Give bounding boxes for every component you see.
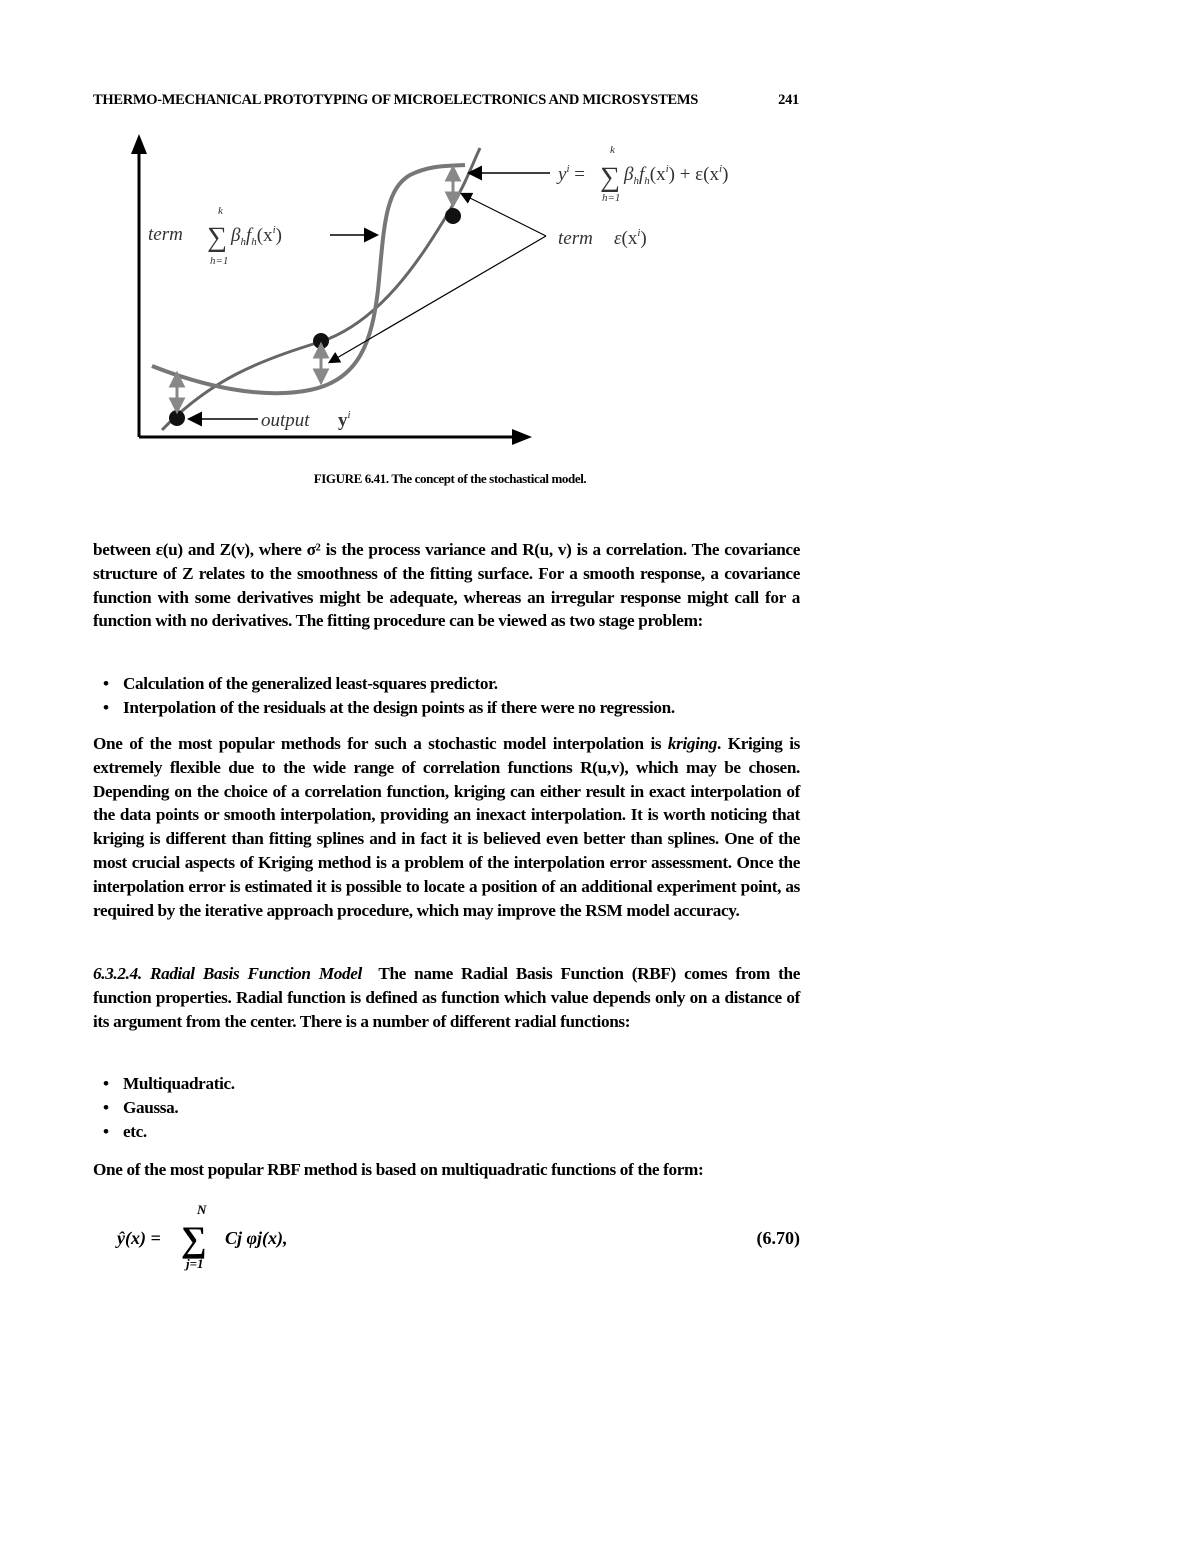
figure-caption: FIGURE 6.41. The concept of the stochastical model.: [313, 471, 587, 486]
top-formula-sigma: ∑: [600, 162, 620, 193]
equation-rhs: Cj φj(x),: [225, 1228, 288, 1248]
left-term-sigma: ∑: [207, 222, 227, 253]
top-sum-upper: k: [610, 144, 615, 156]
left-term-expr: $\beta_hf_h(x^i)$: [231, 224, 282, 248]
page-number: 241: [778, 92, 799, 108]
right-term-word: term: [558, 228, 593, 249]
running-title: THERMO-MECHANICAL PROTOTYPING OF MICROELECTRONICS AND MICROSYSTEMS: [93, 92, 698, 108]
equation-sum-upper: N: [197, 1202, 207, 1217]
interpolation-curve: [152, 165, 465, 393]
top-sum-lower: h=1: [602, 192, 621, 204]
equation-number: (6.70): [756, 1228, 800, 1248]
equation-sum-lower: j=1: [186, 1256, 204, 1271]
x-axis-arrowhead: [512, 429, 532, 445]
keyword-kriging: kriging: [667, 734, 718, 753]
top-formula-lhs: $y^i$ =: [558, 163, 585, 185]
right-term-expr: $\varepsilon(x^i)$: [614, 227, 647, 249]
list-item: • Multiquadratic.: [123, 1072, 800, 1096]
output-symbol: $y^i$: [338, 409, 351, 431]
paragraph-text: between ε(u) and Z(v), where σ² is the process variance and R(u, v) is a correlation. The covariance structure of Z relates to the smoothness of the fitting surface. For a smooth response, a covariance function with some derivatives might be adequate, whereas an irregular response might call for a function with no derivatives. The fitting procedure can be viewed as two stage problem:: [93, 540, 800, 631]
output-word: output: [261, 410, 310, 431]
list-item: • Calculation of the generalized least-squares predictor.: [123, 672, 800, 696]
residual-arrow-3: [447, 168, 459, 205]
stochastic-model-figure: [0, 0, 900, 470]
paragraph-rbf: [93, 962, 800, 1033]
residual-arrow-2: [315, 345, 327, 382]
paragraph-text: One of the most popular methods for such a stochastic model interpolation is: [93, 734, 668, 753]
data-point-3: [445, 208, 461, 224]
paragraph-text: One of the most popular RBF method is based on multiquadratic functions of the form:: [93, 1160, 704, 1179]
paragraph-multiquadratic: [93, 1158, 800, 1182]
equation-6-70: [93, 1200, 800, 1280]
list-item: • Interpolation of the residuals at the design points as if there were no regression.: [123, 696, 800, 720]
paragraph-text: The name Radial Basis Function (RBF) comes from the function properties. Radial function is defined as function which value depends only on a distance of its argument from the center. There is a number of different radial functions:: [93, 964, 800, 1031]
residual-arrow-1: [171, 374, 183, 411]
top-formula-rhs: $\beta_hf_h(x^i) + \varepsilon(x^i)$: [624, 163, 729, 187]
left-sum-lower: h=1: [210, 255, 229, 267]
equation-lhs: ŷ(x) =: [117, 1228, 161, 1248]
list-item: • etc.: [123, 1120, 800, 1144]
epsilon-pointer-lower: [330, 236, 546, 362]
y-axis-arrowhead: [131, 134, 147, 154]
bullet-list-steps: [93, 672, 800, 720]
paragraph-kriging: [93, 732, 800, 922]
paragraph-covariance: [93, 538, 800, 633]
paragraph-text: . Kriging is extremely flexible due to the wide range of correlation functions R(u,v), which may be chosen. Depending on the choice of a correlation function, kriging can either result in exact interpolation of the data points or smooth interpolation, providing an inexact interpolation. It is worth noticing that kriging is different than fitting splines and in fact it is believed even better than splines. One of the most crucial aspects of Kriging method is a problem of the interpolation error assessment. Once the interpolation error is estimated it is possible to locate a position of an additional experiment point, as required by the iterative approach procedure, which may improve the RSM model accuracy.: [93, 734, 800, 920]
left-sum-upper: k: [218, 205, 223, 217]
equation-sigma: ∑: [181, 1219, 207, 1259]
list-item: • Gaussa.: [123, 1096, 800, 1120]
section-title: 6.3.2.4. Radial Basis Function Model: [93, 964, 362, 983]
left-term-word: term: [148, 224, 183, 245]
bullet-list-radial-functions: [93, 1072, 800, 1143]
epsilon-pointer-upper: [462, 194, 546, 236]
